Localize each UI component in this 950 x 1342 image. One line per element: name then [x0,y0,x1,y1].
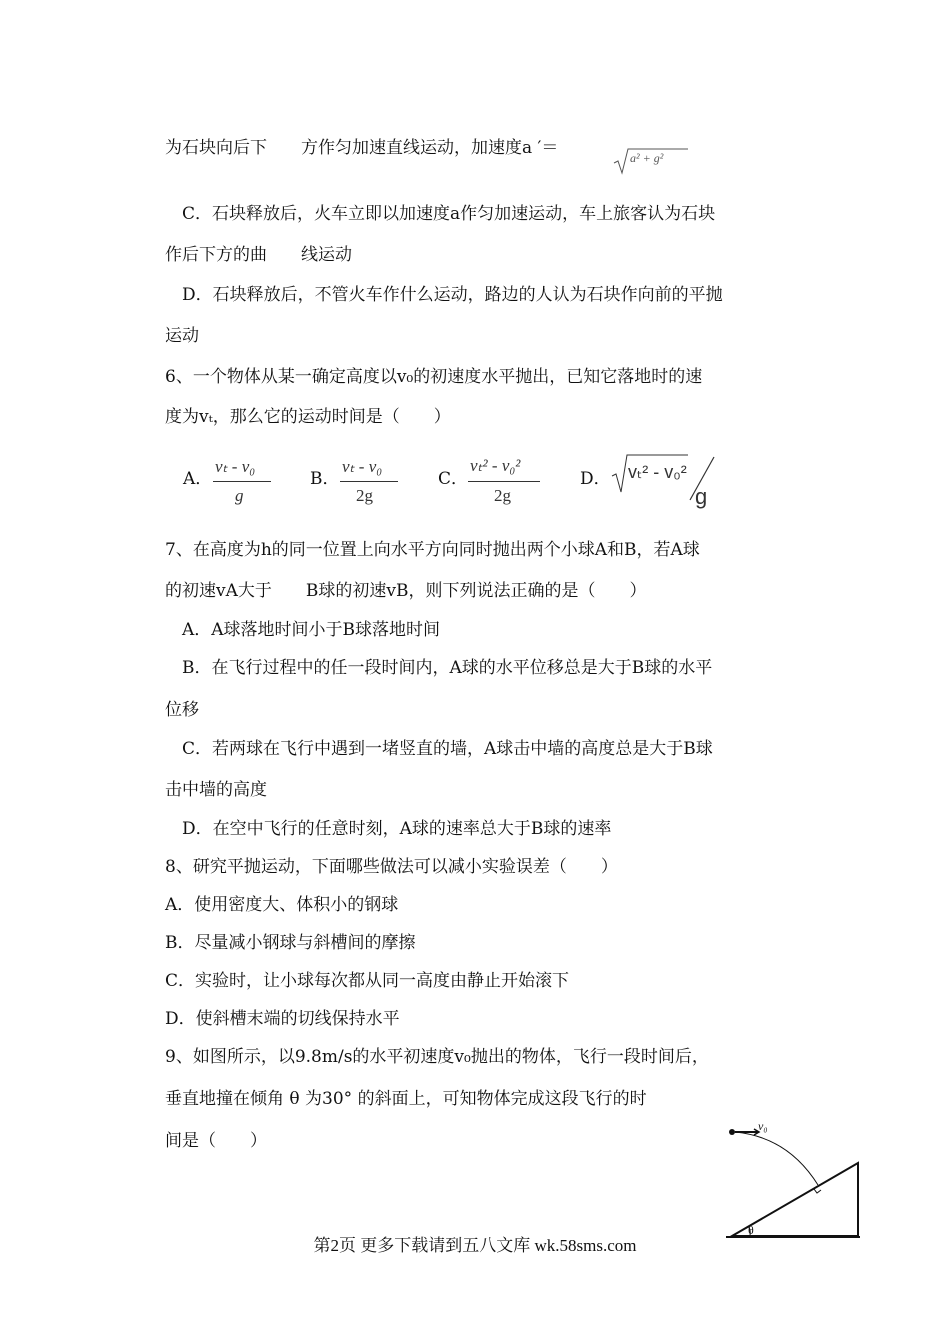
fraction-bar [213,481,271,482]
option-c-numerator: vₜ² - v₀² [470,456,521,475]
option-a-numerator: vₜ - v₀ [215,457,256,476]
option-b-denominator: 2g [356,486,373,505]
option-b-numerator: vₜ - v₀ [342,457,383,476]
option-c-denominator: 2g [494,486,511,505]
option-d-denominator: g [695,484,708,509]
ball-icon [729,1129,735,1135]
text-line-7: 度为vₜ，那么它的运动时间是（ ） [165,407,451,427]
text-line-15: D．在空中飞行的任意时刻，A球的速率总大于B球的速率 [165,819,612,839]
text-line-18: B．尽量减小钢球与斜槽间的摩擦 [165,933,416,953]
text-line-22: 垂直地撞在倾角 θ 为30° 的斜面上，可知物体完成这段飞行的时 [165,1089,647,1109]
text-line-19: C．实验时，让小球每次都从同一高度由静止开始滚下 [165,971,570,991]
text-line-12: 位移 [165,700,199,720]
option-d-radicand: vₜ² - v₀² [628,462,687,482]
page-footer: 第2页 更多下载请到五八文库 wk.58sms.com [313,1236,637,1255]
text-line-20: D．使斜槽末端的切线保持水平 [165,1009,400,1029]
option-a-fraction [213,455,273,505]
option-c-fraction [468,452,543,507]
text-line-2: C．石块释放后，火车立即以加速度a作匀加速运动，车上旅客认为石块 [165,204,716,224]
sqrt-expression: a² + g² [630,151,664,165]
option-d-label: D． [580,469,611,489]
text-line-1: 为石块向后下 方作匀加速直线运动，加速度a ′＝ [165,138,559,158]
v0-label: v₀ [758,1119,768,1133]
fraction-bar [340,481,398,482]
option-b-label: B． [310,469,340,489]
option-a-label: A． [183,469,213,489]
text-line-13: C．若两球在飞行中遇到一堵竖直的墙，A球击中墙的高度总是大于B球 [165,739,713,759]
incline-diagram [718,1115,868,1240]
text-line-8: 7、在高度为h的同一位置上向水平方向同时抛出两个小球A和B，若A球 [165,540,700,560]
option-c-label: C． [438,469,469,489]
text-line-3: 作后下方的曲 线运动 [165,245,352,265]
theta-label: θ [748,1223,754,1237]
text-line-14: 击中墙的高度 [165,780,267,800]
text-line-4: D．石块释放后，不管火车作什么运动，路边的人认为石块作向前的平抛 [165,285,723,305]
text-line-21: 9、如图所示，以9.8m/s的水平初速度v₀抛出的物体，飞行一段时间后， [165,1047,709,1067]
sqrt-formula [612,145,692,175]
text-line-5: 运动 [165,326,199,346]
text-line-6: 6、一个物体从某一确定高度以v₀的初速度水平抛出，已知它落地时的速 [165,367,703,387]
text-line-16: 8、研究平抛运动，下面哪些做法可以减小实验误差（ ） [165,857,618,877]
option-d-formula [610,452,720,510]
text-line-23: 间是（ ） [165,1131,267,1151]
trajectory-curve [735,1132,818,1185]
text-line-9: 的初速vA大于 B球的初速vB，则下列说法正确的是（ ） [165,581,647,601]
text-line-11: B．在飞行过程中的任一段时间内，A球的水平位移总是大于B球的水平 [165,658,713,678]
option-b-fraction [340,455,400,505]
text-line-17: A．使用密度大、体积小的钢球 [165,895,399,915]
text-line-10: A．A球落地时间小于B球落地时间 [165,620,441,640]
fraction-bar [468,481,540,482]
incline-figure [718,1115,868,1240]
option-a-denominator: g [235,486,244,505]
